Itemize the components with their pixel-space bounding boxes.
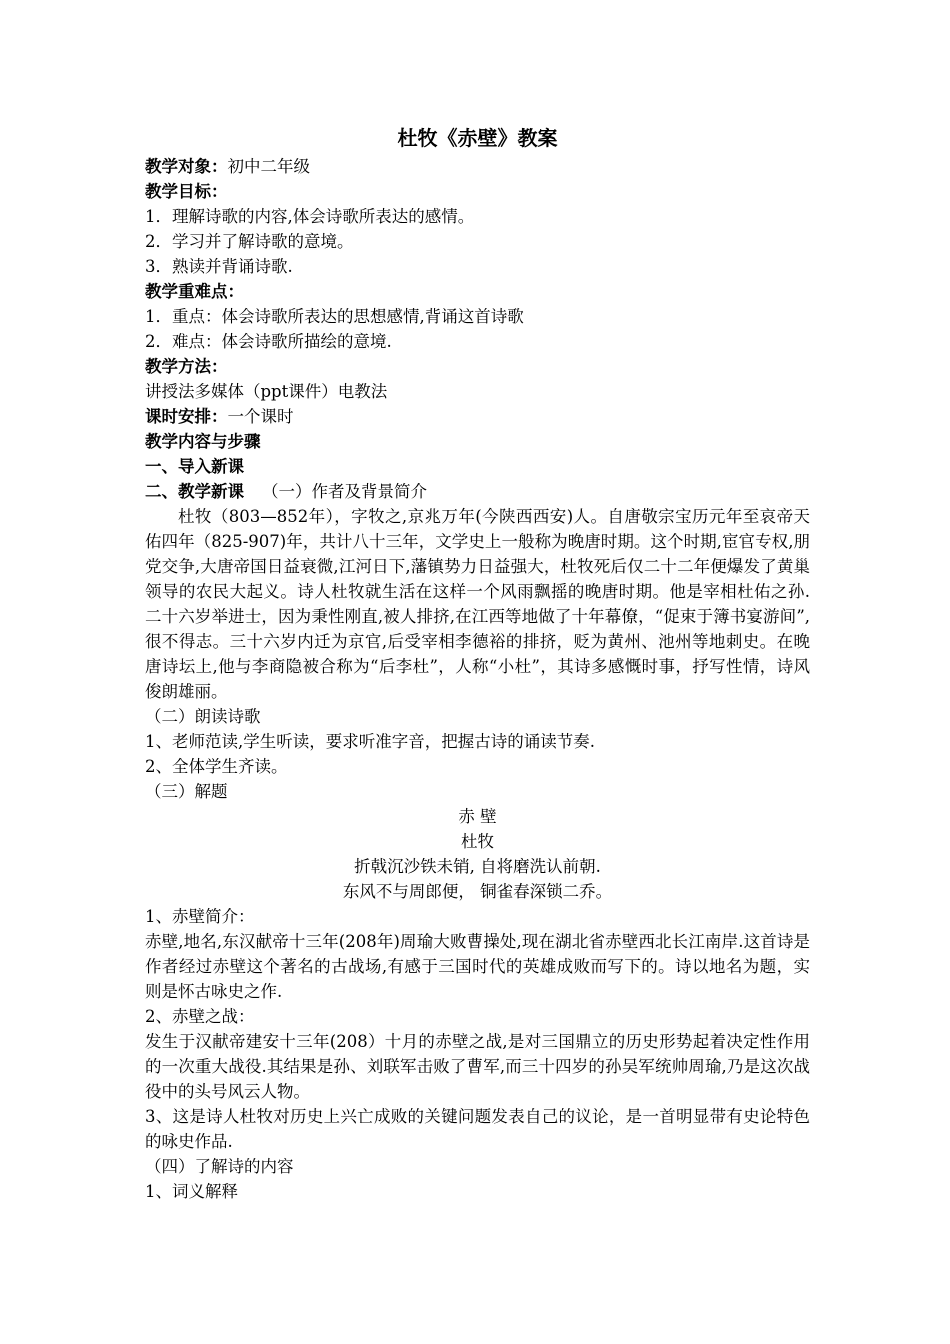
goals-heading: 教学目标： — [145, 182, 228, 201]
teaching-object-value: 初中二年级 — [227, 157, 310, 176]
schedule-value: 一个课时 — [227, 407, 294, 426]
difficulty-item: 1．重点：体会诗歌所表达的思想感情,背诵这首诗歌 — [145, 307, 524, 326]
poem-line-part: 自将磨洗认前朝. — [480, 857, 601, 876]
author-paragraph: 杜牧（803—852年），字牧之,京兆万年(今陕西西安)人。自唐敬宗宝历元年至哀帝天佑四年（825-907)年，共计八十三年，文学史上一般称为晚唐时期。这个时期,宦官专权,朋党交争,大唐帝国日益衰微,江河日下,藩镇势力日益强大，杜牧死后仅二十二年便爆发了黄巢领导的农民大起义。诗人杜牧就生活在这样一个风雨飘摇的晚唐时期。他是宰相杜佑之孙.二十六岁举进士，因为秉性刚直,被人排挤,在江西等地做了十年幕僚，“促束于簿书宴游间”,很不得志。三十六岁内迁为京官,后受宰相李德裕的排挤，贬为黄州、池州等地刺史。在晚唐诗坛上,他与李商隐被合称为“后李杜”，人称“小杜”，其诗多感慨时事，抒写性情，诗风俊朗雄丽。 — [145, 507, 810, 701]
document-title: 杜牧《赤壁》教案 — [397, 126, 558, 150]
goal-item: 2．学习并了解诗歌的意境。 — [145, 232, 354, 251]
schedule-label: 课时安排： — [145, 407, 228, 426]
goal-item: 3．熟读并背诵诗歌. — [145, 257, 293, 276]
poem-line-part: 东风不与周郎便， — [342, 882, 475, 901]
poem-line — [145, 854, 810, 879]
poem-line — [145, 879, 810, 904]
reading-item: 1、老师范读,学生听读，要求听准字音，把握古诗的诵读节奏. — [145, 732, 595, 751]
difficulty-heading: 教学重难点： — [145, 282, 244, 301]
step-one-heading: 一、导入新课 — [145, 457, 244, 476]
lesson-plan-page — [145, 122, 810, 1204]
goal-item: 1．理解诗歌的内容,体会诗歌所表达的感情。 — [145, 207, 475, 226]
reading-item: 2、全体学生齐读。 — [145, 757, 288, 776]
difficulty-item: 2．难点：体会诗歌所描绘的意境. — [145, 332, 392, 351]
chibi-intro-heading: 1、赤壁简介： — [145, 907, 255, 926]
poem-line-part: 折戟沉沙铁未销, — [354, 857, 475, 876]
content-heading: 教学内容与步骤 — [145, 432, 261, 451]
reading-heading: （二）朗读诗歌 — [145, 707, 261, 726]
word-meaning-item: 1、词义解释 — [145, 1182, 238, 1201]
solve-heading: （三）解题 — [145, 782, 228, 801]
teaching-object — [145, 154, 810, 179]
poem-author: 杜牧 — [461, 832, 494, 851]
step-two-heading — [145, 479, 810, 504]
point-three-text: 3、这是诗人杜牧对历史上兴亡成败的关键问题发表自己的议论，是一首明显带有史论特色的咏史作品. — [145, 1107, 810, 1151]
battle-heading: 2、赤壁之战： — [145, 1007, 255, 1026]
chibi-intro-text: 赤壁,地名,东汉献帝十三年(208年)周瑜大败曹操处,现在湖北省赤壁西北长江南岸.这首诗是作者经过赤壁这个著名的古战场,有感于三国时代的英雄成败而写下的。诗以地名为题，实则是怀古咏史之作. — [145, 932, 810, 1001]
schedule — [145, 404, 810, 429]
poem-line-part: 铜雀春深锁二乔。 — [480, 882, 613, 901]
poem-title: 赤 壁 — [458, 807, 497, 826]
method-value: 讲授法多媒体（ppt课件）电教法 — [145, 382, 388, 401]
battle-text: 发生于汉献帝建安十三年(208）十月的赤壁之战,是对三国鼎立的历史形势起着决定性作用的一次重大战役.其结果是孙、刘联军击败了曹军,而三十四岁的孙吴军统帅周瑜,乃是这次战役中的头号风云人物。 — [145, 1032, 810, 1101]
method-heading: 教学方法： — [145, 357, 228, 376]
author-background-subheading: （一）作者及背景简介 — [262, 482, 427, 501]
step-two-label: 二、教学新课 — [145, 482, 244, 501]
understand-heading: （四）了解诗的内容 — [145, 1157, 294, 1176]
teaching-object-label: 教学对象： — [145, 157, 228, 176]
